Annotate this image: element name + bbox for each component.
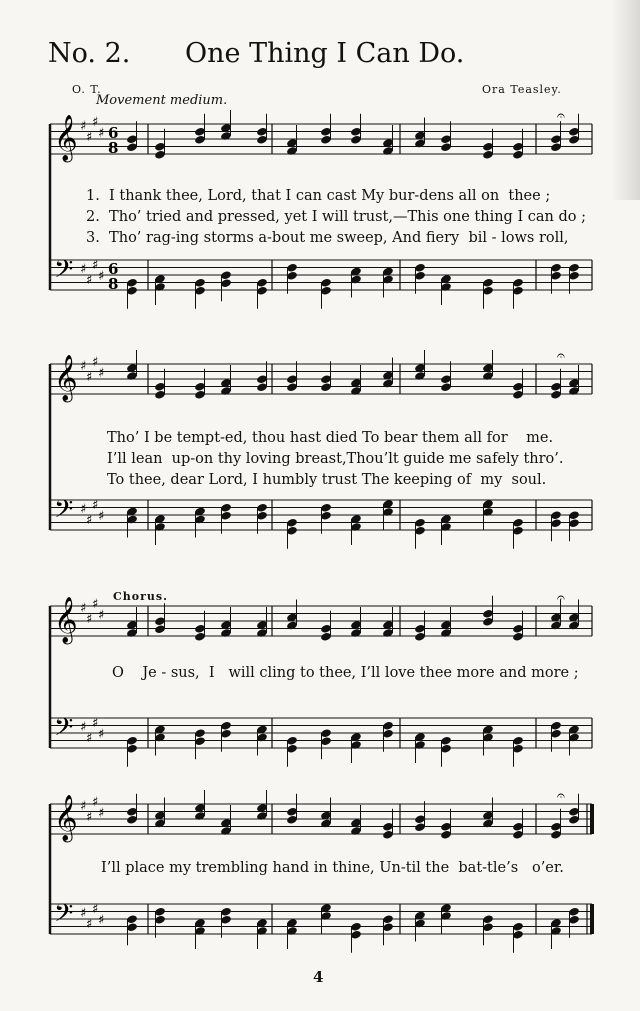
- sharp-icon: ♯: [80, 799, 87, 814]
- sharp-icon: ♯: [80, 119, 87, 134]
- bass-clef-icon: 𝄢: [54, 495, 74, 530]
- sharp-icon: ♯: [86, 731, 93, 746]
- treble-clef-icon: 𝄞: [54, 795, 78, 841]
- svg-text:6: 6: [108, 260, 119, 278]
- sharp-icon: ♯: [92, 355, 99, 370]
- sharp-icon: ♯: [86, 917, 93, 932]
- page-number: 4: [313, 968, 324, 986]
- sharp-icon: ♯: [98, 608, 105, 623]
- sharp-icon: ♯: [98, 913, 105, 928]
- sharp-icon: ♯: [98, 366, 105, 381]
- sharp-icon: ♯: [92, 258, 99, 273]
- sharp-icon: ♯: [92, 795, 99, 810]
- sharp-icon: ♯: [86, 810, 93, 825]
- fermata-icon: 𝄐: [557, 110, 565, 124]
- treble-clef-icon: 𝄞: [54, 355, 78, 401]
- sharp-icon: ♯: [80, 601, 87, 616]
- sharp-icon: ♯: [86, 130, 93, 145]
- sharp-icon: ♯: [98, 727, 105, 742]
- chorus-lyric-line-2: I’ll place my trembling hand in thine, Un-til the bat-tle’s o’er.: [101, 860, 564, 876]
- verse-1-line-1: 1. I thank thee, Lord, that I can cast My bur-dens all on thee ;: [86, 188, 551, 204]
- sharp-icon: ♯: [98, 509, 105, 524]
- svg-text:8: 8: [108, 139, 119, 157]
- fermata-icon: 𝄐: [557, 592, 565, 606]
- hymn-number: No. 2.: [48, 38, 131, 69]
- composer-credit: Ora Teasley.: [482, 83, 562, 96]
- sharp-icon: ♯: [86, 273, 93, 288]
- hymn-title: One Thing I Can Do.: [185, 38, 465, 69]
- verse-1-line-2: Tho’ I be tempt-ed, thou hast died To bear them all for me.: [107, 430, 554, 446]
- sharp-icon: ♯: [92, 716, 99, 731]
- svg-text:8: 8: [108, 275, 119, 293]
- treble-clef-icon: 𝄞: [54, 597, 78, 643]
- verse-3-line-2: To thee, dear Lord, I humbly trust The keeping of my soul.: [107, 472, 547, 488]
- verse-2-line-1: 2. Tho’ tried and pressed, yet I will trust,—This one thing I can do ;: [86, 209, 587, 225]
- fermata-icon: 𝄐: [557, 350, 565, 364]
- sharp-icon: ♯: [98, 126, 105, 141]
- sharp-icon: ♯: [92, 498, 99, 513]
- music-system-chorus-1: [0, 592, 640, 782]
- sharp-icon: ♯: [80, 262, 87, 277]
- sharp-icon: ♯: [92, 902, 99, 917]
- sharp-icon: ♯: [86, 612, 93, 627]
- sharp-icon: ♯: [80, 720, 87, 735]
- sharp-icon: ♯: [98, 806, 105, 821]
- svg-text:6: 6: [108, 124, 119, 142]
- tempo-marking: Movement medium.: [96, 93, 228, 108]
- sharp-icon: ♯: [86, 513, 93, 528]
- sharp-icon: ♯: [80, 906, 87, 921]
- verse-2-line-2: I’ll lean up-on thy loving breast,Thou’lt guide me safely thro’.: [107, 451, 564, 467]
- fermata-icon: 𝄐: [557, 790, 565, 804]
- sharp-icon: ♯: [80, 359, 87, 374]
- sharp-icon: ♯: [86, 370, 93, 385]
- treble-clef-icon: 𝄞: [54, 115, 78, 161]
- bass-clef-icon: 𝄢: [54, 255, 74, 290]
- chorus-lyric-line-1: O Je - sus, I will cling to thee, I’ll love thee more and more ;: [112, 665, 579, 681]
- sharp-icon: ♯: [80, 502, 87, 517]
- bass-clef-icon: 𝄢: [54, 899, 74, 934]
- sharp-icon: ♯: [92, 115, 99, 130]
- verse-3-line-1: 3. Tho’ rag-ing storms a-bout me sweep, And fiery bil - lows roll,: [86, 230, 569, 246]
- chorus-label: Chorus.: [113, 590, 168, 603]
- lyricist-credit: O. T.: [72, 83, 102, 96]
- bass-clef-icon: 𝄢: [54, 713, 74, 748]
- sharp-icon: ♯: [92, 597, 99, 612]
- sharp-icon: ♯: [98, 269, 105, 284]
